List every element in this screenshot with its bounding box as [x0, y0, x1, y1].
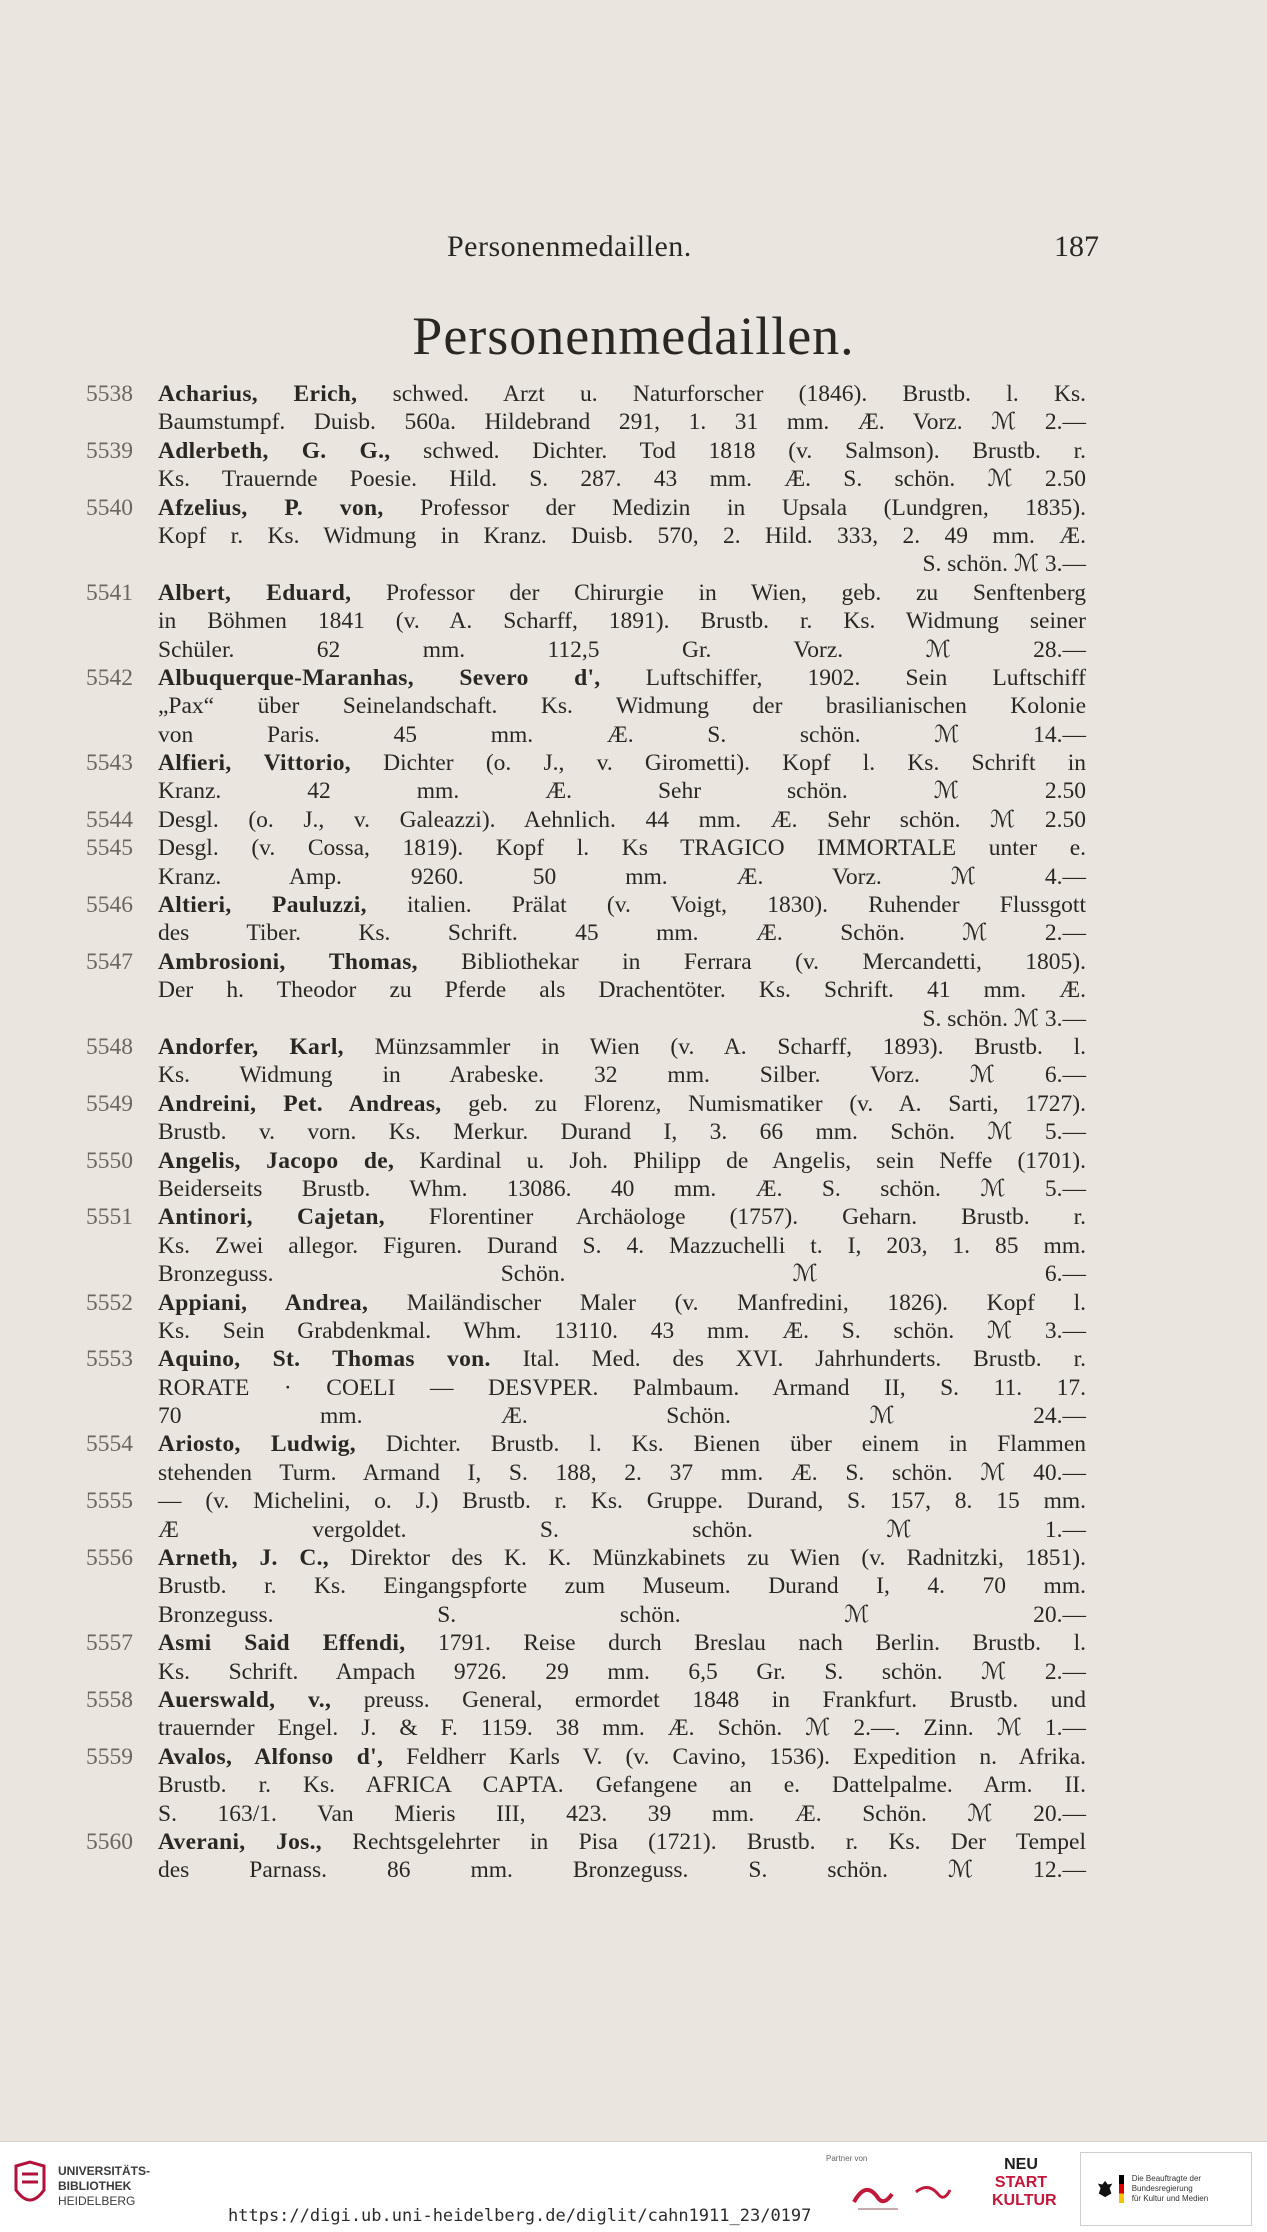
- entry-line: [158, 1090, 1086, 1118]
- catalogue-entry: [86, 1090, 1086, 1147]
- entry-name: Antinori, Cajetan,: [158, 1204, 385, 1231]
- entry-number: 5552: [86, 1289, 133, 1316]
- entry-line: [158, 1856, 1086, 1884]
- entry-line: [158, 408, 1086, 436]
- entry-name: Alfieri, Vittorio,: [158, 750, 351, 777]
- entry-description: Professor der Medizin in Upsala (Lundgren, 1835).: [383, 494, 1086, 521]
- catalogue-entry: [86, 1743, 1086, 1828]
- government-text-line1: Die Beauftragte der Bundesregierung: [1131, 2174, 1202, 2193]
- entry-line: [158, 919, 1086, 947]
- entry-line: [158, 1544, 1086, 1572]
- entry-text: [158, 1289, 1086, 1346]
- entry-description: des Tiber. Ks. Schrift. 45 mm. Æ. Schön. ℳ 2.—: [158, 920, 1086, 947]
- entry-description: Kopf r. Ks. Widmung in Kranz. Duisb. 570, 2. Hild. 333, 2. 49 mm. Æ.: [158, 522, 1086, 549]
- entry-name: Andreini, Pet. Andreas,: [158, 1090, 442, 1117]
- entry-number: 5555: [86, 1488, 133, 1515]
- entry-number: 5559: [86, 1743, 133, 1770]
- partner-logo-icon[interactable]: [846, 2172, 956, 2216]
- library-name: [58, 2164, 150, 2209]
- entry-description: italien. Prälat (v. Voigt, 1830). Ruhender Flussgott: [366, 892, 1086, 919]
- entry-description: Ks. Zwei allegor. Figuren. Durand S. 4. Mazzuchelli t. I, 203, 1. 85 mm.: [158, 1232, 1086, 1259]
- neu-text: NEU: [1004, 2156, 1038, 2173]
- flag-bar: [1119, 2175, 1124, 2203]
- entry-line: [158, 863, 1086, 891]
- entry-description: Kranz. Amp. 9260. 50 mm. Æ. Vorz. ℳ 4.—: [158, 863, 1086, 890]
- entry-name: Albert, Eduard,: [158, 579, 352, 606]
- catalogue-entry: [86, 891, 1086, 948]
- entry-line: [158, 522, 1086, 550]
- entry-name: Auerswald, v.,: [158, 1686, 332, 1713]
- entry-name: Afzelius, P. von,: [158, 494, 384, 521]
- entry-line: [158, 1601, 1086, 1629]
- entry-text: [158, 1345, 1086, 1430]
- footer-bar: [0, 2141, 1267, 2232]
- entry-name: Avalos, Alfonso d',: [158, 1743, 384, 1770]
- page-url[interactable]: https://digi.ub.uni-heidelberg.de/diglit/cahn1911_23/0197: [228, 2206, 812, 2226]
- entry-line: [158, 380, 1086, 408]
- entry-description: Bronzeguss. Schön. ℳ 6.—: [158, 1261, 1086, 1288]
- entry-description: Bronzeguss. S. schön. ℳ 20.—: [158, 1601, 1086, 1628]
- catalogue-entry: [86, 834, 1086, 891]
- entry-line: [158, 1430, 1086, 1458]
- catalogue-entry: [86, 1487, 1086, 1544]
- entry-description: Luftschiffer, 1902. Sein Luftschiff: [600, 664, 1086, 691]
- entry-name: Asmi Said Effendi,: [158, 1630, 406, 1657]
- catalogue-entry: [86, 380, 1086, 437]
- entry-name: Aquino, St. Thomas von.: [158, 1346, 491, 1373]
- entry-description: Ks. Schrift. Ampach 9726. 29 mm. 6,5 Gr. S. schön. ℳ 2.—: [158, 1658, 1086, 1685]
- entry-text: [158, 1430, 1086, 1487]
- entry-line: [158, 1658, 1086, 1686]
- entry-line: [158, 1033, 1086, 1061]
- catalogue-entry: [86, 1828, 1086, 1885]
- entry-description: S. schön. ℳ 3.—: [922, 551, 1086, 578]
- catalogue-entry: [86, 494, 1086, 579]
- entry-description: Florentiner Archäologe (1757). Geharn. Brustb. r.: [384, 1204, 1086, 1231]
- entry-text: [158, 437, 1086, 494]
- entry-text: [158, 664, 1086, 749]
- entry-number: 5538: [86, 381, 133, 407]
- entry-description: Ital. Med. des XVI. Jahrhunderts. Brustb. r.: [490, 1346, 1086, 1373]
- entry-description: Kranz. 42 mm. Æ. Sehr schön. ℳ 2.50: [158, 778, 1086, 805]
- entry-line: [158, 1516, 1086, 1544]
- entry-text: [158, 1629, 1086, 1686]
- entry-number: 5558: [86, 1686, 133, 1713]
- entry-text: [158, 1544, 1086, 1629]
- entry-line: [158, 494, 1086, 522]
- entry-line: [158, 777, 1086, 805]
- entry-line: [158, 579, 1086, 607]
- entry-text: [158, 1203, 1086, 1288]
- entry-line: [158, 834, 1086, 862]
- entry-description: Der h. Theodor zu Pferde als Drachentöter. Ks. Schrift. 41 mm. Æ.: [158, 977, 1086, 1004]
- entry-name: Albuquerque-Maranhas, Severo d',: [158, 664, 601, 691]
- entry-line: [158, 1374, 1086, 1402]
- entry-line: [158, 976, 1086, 1004]
- running-title: Personenmedaillen.: [447, 230, 692, 263]
- entry-description: Dichter (o. J., v. Girometti). Kopf l. Ks. Schrift in: [350, 750, 1086, 777]
- entry-description: Ks. Sein Grabdenkmal. Whm. 13110. 43 mm. Æ. S. schön. ℳ 3.—: [158, 1317, 1086, 1344]
- catalogue-entry: [86, 664, 1086, 749]
- entry-number: 5549: [86, 1090, 133, 1117]
- entry-name: Ariosto, Ludwig,: [158, 1431, 356, 1458]
- entry-text: [158, 1743, 1086, 1828]
- entry-text: [158, 494, 1086, 579]
- government-text-line2: für Kultur und Medien: [1131, 2194, 1209, 2203]
- catalogue-entry: [86, 1544, 1086, 1629]
- entry-description: Desgl. (v. Cossa, 1819). Kopf l. Ks TRAGICO IMMORTALE unter e.: [158, 835, 1086, 862]
- entry-name: Angelis, Jacopo de,: [158, 1147, 395, 1174]
- entry-text: [158, 1090, 1086, 1147]
- catalogue-entries: [86, 380, 1086, 1885]
- entry-description: des Parnass. 86 mm. Bronzeguss. S. schön. ℳ 12.—: [158, 1857, 1086, 1884]
- library-logo[interactable]: [12, 2160, 150, 2212]
- entry-line: [158, 550, 1086, 578]
- page-title: Personenmedaillen.: [412, 306, 855, 366]
- entry-description: stehenden Turm. Armand I, S. 188, 2. 37 mm. Æ. S. schön. ℳ 40.—: [158, 1459, 1086, 1486]
- entry-description: schwed. Arzt u. Naturforscher (1846). Brustb. l. Ks.: [357, 381, 1086, 407]
- entry-description: Brustb. v. vorn. Ks. Merkur. Durand I, 3. 66 mm. Schön. ℳ 5.—: [158, 1119, 1086, 1146]
- entry-number: 5550: [86, 1147, 133, 1174]
- entry-text: [158, 579, 1086, 664]
- entry-name: Averani, Jos.,: [158, 1828, 322, 1855]
- entry-name: Adlerbeth, G. G.,: [158, 437, 391, 464]
- entry-description: Brustb. r. Ks. Eingangspforte zum Museum. Durand I, 4. 70 mm.: [158, 1573, 1086, 1600]
- entry-description: Schüler. 62 mm. 112,5 Gr. Vorz. ℳ 28.—: [158, 636, 1086, 663]
- entry-line: [158, 1402, 1086, 1430]
- entry-description: — (v. Michelini, o. J.) Brustb. r. Ks. Gruppe. Durand, S. 157, 8. 15 mm.: [158, 1488, 1086, 1515]
- entry-line: [158, 1487, 1086, 1515]
- entry-number: 5540: [86, 494, 133, 521]
- entry-number: 5546: [86, 892, 133, 919]
- entry-number: 5560: [86, 1828, 133, 1855]
- entry-line: [158, 636, 1086, 664]
- entry-description: Feldherr Karls V. (v. Cavino, 1536). Expedition n. Afrika.: [383, 1743, 1086, 1770]
- entry-line: [158, 465, 1086, 493]
- entry-line: [158, 1317, 1086, 1345]
- entry-text: [158, 1147, 1086, 1204]
- government-text: [1132, 2174, 1251, 2204]
- entry-line: [158, 1232, 1086, 1260]
- entry-line: [158, 1345, 1086, 1373]
- entry-number: 5554: [86, 1431, 133, 1458]
- entry-number: 5548: [86, 1033, 133, 1060]
- entry-description: S. schön. ℳ 3.—: [922, 1005, 1086, 1032]
- library-emblem-icon: [12, 2160, 48, 2212]
- entry-number: 5557: [86, 1630, 133, 1657]
- entry-description: Professor der Chirurgie in Wien, geb. zu Senftenberg: [351, 579, 1086, 606]
- library-name-line3: HEIDELBERG: [58, 2193, 136, 2208]
- entry-description: RORATE · COELI — DESVPER. Palmbaum. Armand II, S. 11. 17.: [158, 1374, 1086, 1401]
- entry-text: [158, 1828, 1086, 1885]
- entry-number: 5539: [86, 437, 133, 464]
- entry-line: [158, 948, 1086, 976]
- entry-line: [158, 437, 1086, 465]
- entry-description: trauernder Engel. J. & F. 1159. 38 mm. Æ. Schön. ℳ 2.—. Zinn. ℳ 1.—: [158, 1715, 1086, 1742]
- catalogue-entry: [86, 806, 1086, 834]
- entry-description: „Pax“ über Seinelandschaft. Ks. Widmung der brasilianischen Kolonie: [158, 693, 1086, 720]
- entry-number: 5556: [86, 1545, 133, 1572]
- entry-text: [158, 380, 1086, 437]
- entry-number: 5544: [86, 806, 133, 833]
- entry-line: [158, 806, 1086, 834]
- partner-label: Partner von: [826, 2154, 868, 2163]
- entry-name: Acharius, Erich,: [158, 381, 358, 407]
- entry-text: [158, 1686, 1086, 1743]
- entry-description: in Böhmen 1841 (v. A. Scharff, 1891). Brustb. r. Ks. Widmung seiner: [158, 608, 1086, 635]
- entry-description: von Paris. 45 mm. Æ. S. schön. ℳ 14.—: [158, 721, 1086, 748]
- entry-text: [158, 948, 1086, 1033]
- entry-text: [158, 1487, 1086, 1544]
- entry-line: [158, 1714, 1086, 1742]
- entry-line: [158, 891, 1086, 919]
- catalogue-entry: [86, 1203, 1086, 1288]
- entry-description: Dichter. Brustb. l. Ks. Bienen über einem in Flammen: [355, 1431, 1086, 1458]
- entry-line: [158, 1289, 1086, 1317]
- entry-text: [158, 834, 1086, 891]
- entry-name: Ambrosioni, Thomas,: [158, 948, 418, 975]
- entry-name: Arneth, J. C.,: [158, 1545, 329, 1572]
- entry-number: 5547: [86, 948, 133, 975]
- catalogue-entry: [86, 1147, 1086, 1204]
- entry-number: 5543: [86, 750, 133, 777]
- catalogue-entry: [86, 1345, 1086, 1430]
- catalogue-entry: [86, 1629, 1086, 1686]
- catalogue-entry: [86, 1430, 1086, 1487]
- entry-line: [158, 1743, 1086, 1771]
- library-name-line2: BIBLIOTHEK: [58, 2178, 132, 2193]
- entry-line: [158, 607, 1086, 635]
- running-head: [160, 226, 1099, 270]
- start-text: START: [994, 2174, 1048, 2191]
- entry-text: [158, 1033, 1086, 1090]
- entry-line: [158, 721, 1086, 749]
- entry-description: geb. zu Florenz, Numismatiker (v. A. Sarti, 1727).: [441, 1090, 1086, 1117]
- catalogue-entry: [86, 948, 1086, 1033]
- entry-description: preuss. General, ermordet 1848 in Frankfurt. Brustb. und: [331, 1686, 1086, 1713]
- entry-line: [158, 1260, 1086, 1288]
- entry-number: 5542: [86, 664, 133, 691]
- entry-description: Beiderseits Brustb. Whm. 13086. 40 mm. Æ. S. schön. ℳ 5.—: [158, 1175, 1086, 1202]
- entry-description: 70 mm. Æ. Schön. ℳ 24.—: [158, 1403, 1086, 1430]
- eagle-icon: [1097, 2178, 1113, 2200]
- entry-line: [158, 1686, 1086, 1714]
- entry-line: [158, 1061, 1086, 1089]
- entry-line: [158, 1118, 1086, 1146]
- catalogue-entry: [86, 1289, 1086, 1346]
- entry-line: [158, 1005, 1086, 1033]
- entry-description: Æ vergoldet. S. schön. ℳ 1.—: [158, 1516, 1086, 1543]
- entry-description: Rechtsgelehrter in Pisa (1721). Brustb. r. Ks. Der Tempel: [321, 1828, 1086, 1855]
- entry-description: Ks. Widmung in Arabeske. 32 mm. Silber. Vorz. ℳ 6.—: [158, 1062, 1086, 1089]
- entry-name: Altieri, Pauluzzi,: [158, 892, 367, 919]
- entry-description: Mailändischer Maler (v. Manfredini, 1826). Kopf l.: [368, 1289, 1086, 1316]
- entry-line: [158, 1147, 1086, 1175]
- entry-line: [158, 1459, 1086, 1487]
- entry-line: [158, 1771, 1086, 1799]
- entry-number: 5541: [86, 579, 133, 606]
- catalogue-entry: [86, 437, 1086, 494]
- entry-name: Appiani, Andrea,: [158, 1289, 369, 1316]
- catalogue-entry: [86, 579, 1086, 664]
- entry-line: [158, 1629, 1086, 1657]
- catalogue-entry: [86, 1686, 1086, 1743]
- kultur-text: KULTUR: [992, 2192, 1057, 2209]
- page-number: 187: [1054, 230, 1099, 263]
- entry-text: [158, 749, 1086, 806]
- entry-line: [158, 1572, 1086, 1600]
- catalogue-entry: [86, 1033, 1086, 1090]
- entry-line: [158, 1203, 1086, 1231]
- entry-description: schwed. Dichter. Tod 1818 (v. Salmson). Brustb. r.: [390, 437, 1087, 464]
- neustart-kultur-logo[interactable]: [992, 2156, 1057, 2210]
- entry-description: Kardinal u. Joh. Philipp de Angelis, sein Neffe (1701).: [394, 1147, 1086, 1174]
- entry-number: 5553: [86, 1346, 133, 1373]
- entry-line: [158, 749, 1086, 777]
- entry-line: [158, 1800, 1086, 1828]
- entry-line: [158, 692, 1086, 720]
- entry-description: Ks. Trauernde Poesie. Hild. S. 287. 43 mm. Æ. S. schön. ℳ 2.50: [158, 466, 1086, 493]
- government-logo[interactable]: [1080, 2152, 1252, 2226]
- entry-description: Münzsammler in Wien (v. A. Scharff, 1893). Brustb. l.: [343, 1033, 1086, 1060]
- entry-name: Andorfer, Karl,: [158, 1033, 344, 1060]
- entry-line: [158, 1828, 1086, 1856]
- entry-line: [158, 1175, 1086, 1203]
- entry-description: 1791. Reise durch Breslau nach Berlin. Brustb. l.: [405, 1630, 1087, 1657]
- entry-description: Bibliothekar in Ferrara (v. Mercandetti, 1805).: [417, 948, 1086, 975]
- entry-description: Baumstumpf. Duisb. 560a. Hildebrand 291, 1. 31 mm. Æ. Vorz. ℳ 2.—: [158, 409, 1086, 436]
- entry-description: S. 163/1. Van Mieris III, 423. 39 mm. Æ. Schön. ℳ 20.—: [158, 1800, 1086, 1827]
- catalogue-entry: [86, 749, 1086, 806]
- entry-text: [158, 891, 1086, 948]
- entry-number: 5545: [86, 835, 133, 862]
- entry-description: Desgl. (o. J., v. Galeazzi). Aehnlich. 44 mm. Æ. Sehr schön. ℳ 2.50: [158, 806, 1086, 833]
- library-name-line1: UNIVERSITÄTS-: [58, 2163, 151, 2178]
- entry-text: [158, 806, 1086, 834]
- entry-description: Direktor des K. K. Münzkabinets zu Wien (v. Radnitzki, 1851).: [328, 1545, 1086, 1572]
- entry-number: 5551: [86, 1204, 133, 1231]
- entry-line: [158, 664, 1086, 692]
- entry-description: Brustb. r. Ks. AFRICA CAPTA. Gefangene an e. Dattelpalme. Arm. II.: [158, 1772, 1086, 1799]
